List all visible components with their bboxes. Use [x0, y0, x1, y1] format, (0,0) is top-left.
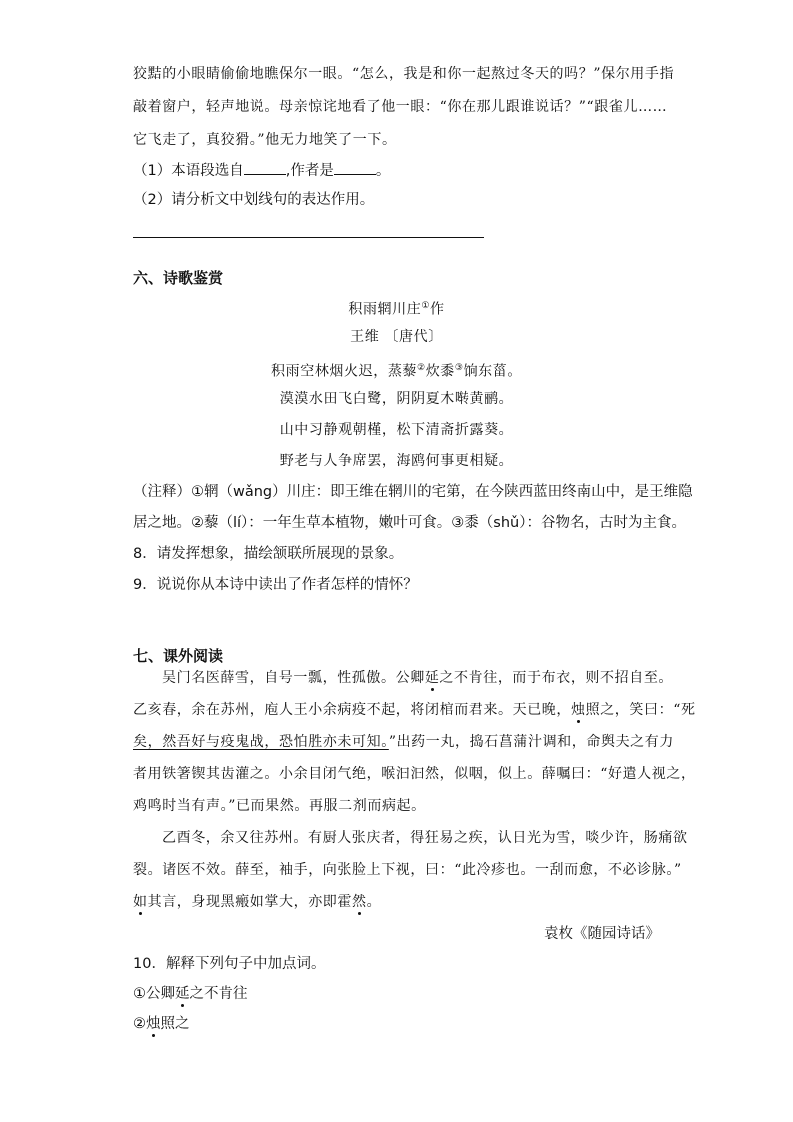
- underlined-sentence: 矣，然吾好与疫鬼战，恐怕胜亦未可知。: [133, 734, 389, 750]
- dotted-char: 延: [424, 670, 440, 686]
- dotted-char: 烛: [571, 702, 586, 718]
- reading-line: 鸡鸣时当有声。”已而果然。再服二剂而病起。: [133, 798, 426, 814]
- answer-line[interactable]: [133, 237, 484, 238]
- section-heading: 七、课外阅读: [133, 647, 224, 665]
- reading-line: 如其言，身现黑瘢如掌大，亦即霍然。: [133, 894, 382, 910]
- poem-note: （注释）①辋（wǎng）川庄：即王维在辋川的宅第，在今陕西蓝田终南山中，是王维隐: [133, 484, 693, 500]
- poem-author: 王维 〔唐代〕: [350, 329, 443, 345]
- dotted-char: 如: [133, 894, 148, 910]
- poem-line: 野老与人争席罢，海鸥何事更相疑。: [279, 453, 514, 469]
- reading-line: 吴门名医薛雪，自号一瓢，性孤傲。公卿延之不肯往，而于布衣，则不招自至。: [162, 670, 674, 686]
- passage-line: 它飞走了，真狡猾。”他无力地笑了一下。: [133, 132, 397, 148]
- question-10-item: ①公卿延之不肯往: [133, 986, 248, 1002]
- poem-line: 积雨空林烟火迟，蒸藜②炊黍③饷东菑。: [271, 363, 522, 380]
- question-8: 8．请发挥想象，描绘颔联所展现的景象。: [133, 546, 404, 562]
- section-heading: 六、诗歌鉴赏: [133, 269, 224, 287]
- dotted-char: 然: [352, 894, 367, 910]
- answer-blank[interactable]: [334, 160, 376, 175]
- poem-line: 山中习静观朝槿，松下清斋折露葵。: [279, 422, 514, 438]
- passage-line: 狡黠的小眼睛偷偷地瞧保尔一眼。“怎么，我是和你一起熬过冬天的吗？”保尔用手指: [133, 66, 675, 82]
- answer-blank[interactable]: [244, 160, 286, 175]
- question-2: （2）请分析文中划线句的表达作用。: [133, 192, 375, 208]
- poem-title: 积雨辋川庄①作: [348, 301, 445, 318]
- reading-line: 矣，然吾好与疫鬼战，恐怕胜亦未可知。”出药一丸，捣石菖蒲汁调和，命舆夫之有力: [133, 734, 674, 750]
- dotted-char: 延: [175, 986, 190, 1002]
- reading-line: 裂。诸医不效。薛至，袖手，向张脸上下视，曰：“此冷疹也。一刮而愈，不必诊脉。”: [133, 862, 682, 878]
- question-1: （1）本语段选自 ,作者是 。: [133, 160, 390, 181]
- poem-line: 漠漠水田飞白鹭，阴阴夏木啭黄鹂。: [279, 391, 514, 407]
- poem-note: 居之地。②藜（lí）：一年生草本植物，嫩叶可食。③黍（shǔ）：谷物名，古时为主食。: [133, 515, 686, 531]
- dotted-char: 烛: [146, 1016, 161, 1032]
- reading-line: 者用铁箸锲其齿灌之。小余目闭气绝，喉汩汩然，似咽，似上。薛嘱曰：“好遣人视之，: [133, 766, 696, 782]
- reading-line: 乙亥春，余在苏州，庖人王小余病疫不起，将闭棺而君来。天已晚，烛照之，笑曰：“死: [133, 702, 696, 718]
- source-citation: 袁枚《随园诗话》: [544, 926, 660, 942]
- question-9: 9．说说你从本诗中读出了作者怎样的情怀？: [133, 577, 418, 593]
- question-10: 10．解释下列句子中加点词。: [133, 956, 326, 972]
- question-10-item: ②烛照之: [133, 1016, 190, 1032]
- reading-line: 乙酉冬，余又往苏州。有厨人张庆者，得狂易之疾，认日光为雪，啖少许，肠痛欲: [162, 830, 688, 846]
- passage-line: 敲着窗户，轻声地说。母亲惊诧地看了他一眼：“你在那儿跟谁说话？”“跟雀儿……: [133, 99, 668, 115]
